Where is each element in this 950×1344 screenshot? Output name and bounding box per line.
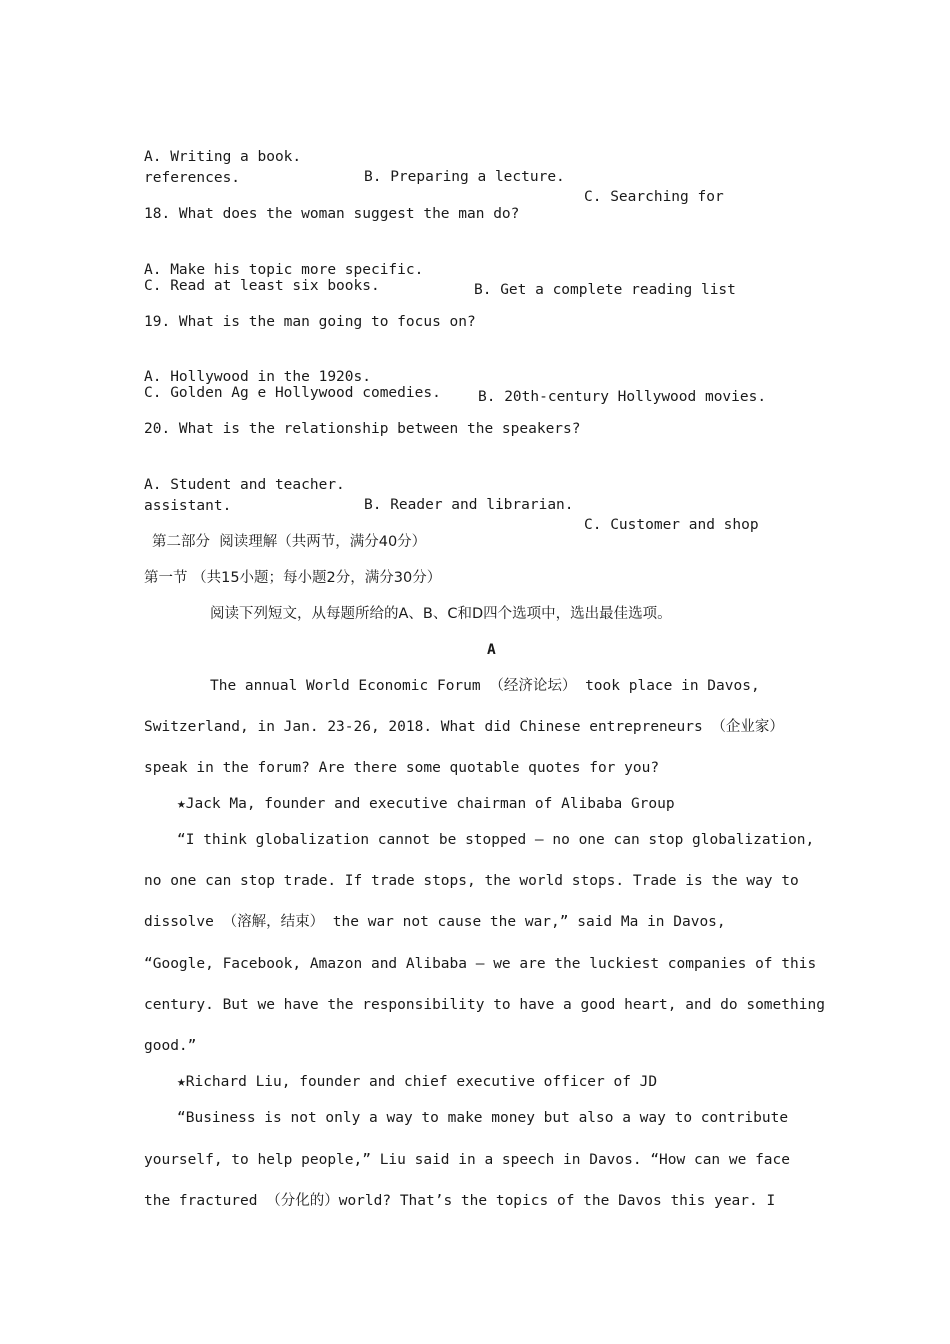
reading-instruction: 阅读下列短文，从每题所给的A、B、C和D四个选项中，选出最佳选项。 [210, 606, 672, 622]
q17-option-c-continued: references. [144, 170, 241, 186]
passage-line: speak in the forum? Are there some quotable quotes for you? [144, 760, 660, 776]
q20-option-c: C. Customer and shop [584, 517, 759, 533]
passage-line: The annual World Economic Forum （经济论坛） took place in Davos, [210, 678, 760, 694]
q19-option-b: B. 20th-century Hollywood movies. [478, 389, 767, 405]
q19-question: 19. What is the man going to focus on? [144, 314, 476, 330]
passage-line: good.” [144, 1038, 197, 1054]
q18-option-c: C. Read at least six books. [144, 278, 380, 294]
passage-line: century. But we have the responsibility to have a good heart, and do something [144, 997, 825, 1013]
passage-line: no one can stop trade. If trade stops, the world stops. Trade is the way to [144, 873, 799, 889]
q17-option-b: B. Preparing a lecture. [364, 169, 565, 185]
q20-option-c-continued: assistant. [144, 498, 232, 514]
passage-line: “I think globalization cannot be stopped — no one can stop globalization, [177, 832, 815, 848]
q18-option-a: A. Make his topic more specific. [144, 262, 424, 278]
q19-option-a: A. Hollywood in the 1920s. [144, 369, 371, 385]
section1-title: 第一节 （共15小题；每小题2分，满分30分） [144, 570, 442, 586]
q20-option-b: B. Reader and librarian. [364, 497, 574, 513]
q17-option-c: C. Searching for [584, 189, 724, 205]
q19-option-c: C. Golden Ag e Hollywood comedies. [144, 385, 441, 401]
passage-line: “Business is not only a way to make money but also a way to contribute [177, 1110, 789, 1126]
q18-question: 18. What does the woman suggest the man do? [144, 206, 520, 222]
q20-option-a: A. Student and teacher. [144, 477, 345, 493]
speaker-heading-richard-liu: ★Richard Liu, founder and chief executive officer of JD [177, 1074, 658, 1090]
q17-option-a: A. Writing a book. [144, 149, 302, 165]
q20-question: 20. What is the relationship between the speakers? [144, 421, 581, 437]
passage-line: Switzerland, in Jan. 23-26, 2018. What did Chinese entrepreneurs （企业家） [144, 719, 784, 735]
part2-title: 第二部分 阅读理解（共两节，满分40分） [152, 534, 427, 550]
speaker-heading-jack-ma: ★Jack Ma, founder and executive chairman of Alibaba Group [177, 796, 675, 812]
passage-line: yourself, to help people,” Liu said in a speech in Davos. “How can we face [144, 1152, 791, 1168]
q18-option-b: B. Get a complete reading list [474, 282, 736, 298]
passage-line: “Google, Facebook, Amazon and Alibaba — we are the luckiest companies of this [144, 956, 817, 972]
passage-line: the fractured （分化的）world? That’s the topics of the Davos this year. I [144, 1193, 776, 1209]
passage-label: A [487, 642, 496, 658]
passage-line: dissolve （溶解，结束） the war not cause the war,” said Ma in Davos, [144, 914, 726, 930]
